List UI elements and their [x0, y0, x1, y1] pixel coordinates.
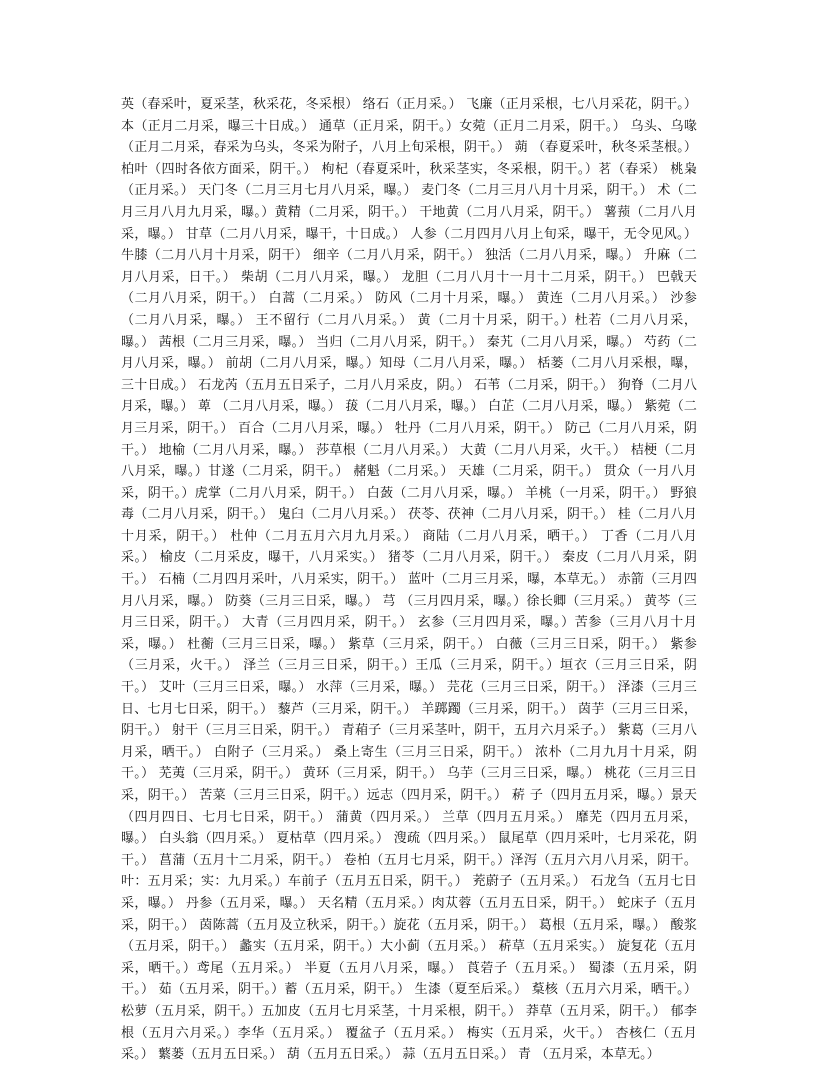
- body-paragraph: 英（春采叶，夏采茎，秋采花，冬采根） 络石（正月采。） 飞廉（正月采根，七八月采花，阴干。） 本（正月二月采，曝三十日成。） 通草（正月采，阴干。）女菀（正月二月采，阴干。） 乌头、乌喙（正月二月采，春采为乌头，冬采为附子，八月上旬采根，阴干。） 蒴 （春夏采叶，秋冬采茎根。） 柏叶（四时各依方面采，阴干。） 枸杞（春夏采叶，秋采茎实，冬采根，阴干。）茗（春采） 桃枭（正月采。） 天门冬（二月三月七月八月采，曝。） 麦门冬（二月三月八月十月采，阴干。） 术（二月三月八月九月采，曝。）黄精（二月采，阴干。） 干地黄（二月八月采，阴干。） 薯蓣（二月八月采，曝。） 甘草（二月八月采，曝干，十日成。） 人参（二月四月八月上旬采，曝干，无令见风。） 牛膝（二月八月十月采，阴干） 细辛（二月八月采，阴干。） 独活（二月八月采，曝。） 升麻（二月八月采，日干。） 柴胡（二月八月采，曝。） 龙胆（二月八月十一月十二月采，阴干。） 巴戟天（二月八月采，阴干。） 白蒿（二月采。） 防风（二月十月采，曝。） 黄连（二月八月采。） 沙参（二月八月采，曝。） 王不留行（二月八月采。） 黄（二月十月采，阴干。）杜若（二月八月采，曝。） 茜根（二月三月采，曝。） 当归（二月八月采，阴干。） 秦艽（二月八月采，曝。） 芍药（二月八月采，曝。） 前胡（二月八月采，曝。）知母（二月八月采，曝。） 栝蒌（二月八月采根，曝，三十日成。） 石龙芮（五月五日采子，二月八月采皮，阴。） 石苇（二月采，阴干。） 狗脊（二月八月采，曝。） 萆 （二月八月采，曝。） 菝（二月八月采，曝。） 白芷（二月八月采，曝。） 紫菀（二月三月采，阴干。） 百合（二月八月采，曝。） 牡丹（二月八月采，阴干。） 防己（二月八月采，阴干。） 地榆（二月八月采，曝。） 莎草根（二月八月采。） 大黄（二月八月采，火干。） 桔梗（二月八月采，曝。）甘遂（二月采，阴干。） 赭魁（二月采。） 天雄（二月采，阴干。） 贯众（一月八月采，阴干。）虎掌（二月八月采，阴干。） 白蔹（二月八月采，曝。） 羊桃（一月采，阴干。） 野狼毒（二月八月采，阴干。） 鬼臼（二月八月采。） 茯苓、茯神（二月八月采，阴干。） 桂（二月八月十月采，阴干。） 杜仲（二月五月六月九月采。） 商陆（二月八月采，晒干。） 丁香（二月八月采。） 榆皮（二月采皮，曝干，八月采实。） 猪苓（二月八月采，阴干。） 秦皮（二月八月采，阴干。） 石楠（二月四月采叶，八月采实，阴干。） 蓝叶（二月三月采，曝，本草无。） 赤箭（三月四月八月采，曝。） 防葵（三月三日采，曝。） 芎 （三月四月采，曝。）徐长卿（三月采。） 黄芩（三月三日采，阴干。） 大青（三月四月采，阴干。） 玄参（三月四月采，曝。）苦参（三月八月十月采，曝。） 杜蘅（三月三日采，曝。） 紫草（三月采，阴干。） 白薇（三月三日采，阴干。） 紫参（三月采，火干。） 泽兰（三月三日采，阴干。）王瓜（三月采，阴干。）垣衣（三月三日采，阴干。） 艾叶（三月三日采，曝。） 水萍（三月采，曝。） 芫花（三月三日采，阴干。） 泽漆（三月三日、七月七日采，阴干。） 藜芦（三月采，阴干。） 羊踯躅（三月采，阴干。） 茵芋（三月三日采，阴干。） 射干（三月三日采，阴干。） 青葙子（三月采茎叶，阴干，五月六月采子。） 紫葛（三月八月采，晒干。） 白附子（三月采。） 桑上寄生（三月三日采，阴干。） 浓朴（二月九月十月采，阴干。） 芜荑（三月采，阴干。） 黄环（三月采，阴干。） 乌芋（三月三日采，曝。） 桃花（三月三日采，阴干。） 苦菜（三月三日采，阴干。）远志（四月采，阴干。） 菥 子（四月五月采，曝。）景天（四月四日、七月七日采，阴干。） 蒲黄（四月采。） 兰草（四月五月采。） 靡芜（四月五月采，曝。） 白头翁（四月采。） 夏枯草（四月采。） 溲疏（四月采。） 鼠尾草（四月采叶，七月采花，阴干。） 菖蒲（五月十二月采，阴干。） 卷柏（五月七月采，阴干。）泽泻（五月六月八月采，阴干。叶：五月采；实：九月采。）车前子（五月五日采，阴干。） 茺蔚子（五月采。） 石龙刍（五月七日采，曝。） 丹参（五月采，曝。） 天名精（五月采。）肉苁蓉（五月五日采，阴干。） 蛇床子（五月采，阴干。） 茵陈蒿（五月及立秋采，阴干。）旋花（五月采，阴干。） 葛根（五月采，曝。） 酸浆（五月采，阴干。） 蠡实（五月采，阴干。）大小蓟（五月采。） 菥草（五月采实。） 旋复花（五月采，晒干。）鸢尾（五月采。） 半夏（五月八月采，曝。） 莨菪子（五月采。） 蜀漆（五月采，阴干。） 茹（五月采，阴干。）蓄（五月采，阴干。） 生漆（夏至后采。） 葈核（五月六月采，晒干。） 松萝（五月采，阴干。）五加皮（五月七月采茎，十月采根，阴干。） 莽草（五月采，阴干。） 郁李根（五月六月采。）李华（五月采。） 覆盆子（五月采。） 梅实（五月采，火干。） 杏核仁（五月采。） 蘩蒌（五月五日采。） 葫（五月五日采。） 蒜（五月五日采。） 青 （五月采，本草无。）: [121, 97, 697, 1063]
- document-page: [121, 94, 697, 1066]
